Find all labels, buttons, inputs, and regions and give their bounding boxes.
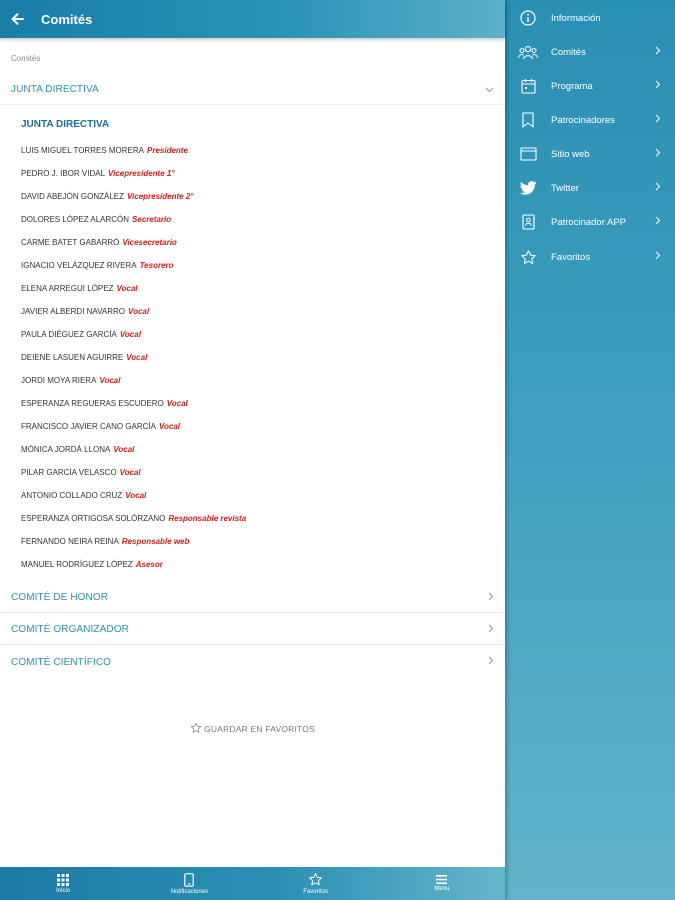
list-item <box>21 214 171 226</box>
drawer-item-label: Favoritos <box>551 251 591 263</box>
member-name: JORDI MOYA RIERA <box>21 376 97 385</box>
drawer-item-label: Comités <box>551 46 586 58</box>
list-item <box>21 398 188 410</box>
member-name: DAVID ABEJÓN GONZÁLEZ <box>21 192 124 201</box>
nav-notificaciones[interactable] <box>126 867 252 900</box>
drawer-item-label: Twitter <box>551 182 579 194</box>
member-role: Vicesecretario <box>122 238 177 247</box>
list-item <box>21 168 175 180</box>
list-item <box>21 260 174 272</box>
drawer-item-sitio-web[interactable] <box>505 137 675 171</box>
list-item <box>21 536 189 548</box>
badge-icon <box>505 214 551 230</box>
member-role: Vocal <box>116 284 138 293</box>
star-icon <box>308 872 323 887</box>
list-item <box>21 237 177 249</box>
star-outline-icon <box>190 722 202 737</box>
list-item <box>21 283 138 295</box>
nav-inicio[interactable] <box>0 867 126 900</box>
member-role: Secretario <box>132 215 172 224</box>
member-name: ESPERANZA ORTIGOSA SOLÓRZANO <box>21 514 166 523</box>
drawer-item-programa[interactable] <box>505 69 675 103</box>
chevron-right-icon <box>655 80 675 92</box>
member-role: Vocal <box>128 307 150 316</box>
drawer-item-label: Información <box>551 12 601 24</box>
member-role: Vicepresidente 1° <box>108 169 175 178</box>
chevron-right-icon <box>655 114 675 126</box>
drawer-item-patrocinador-app[interactable] <box>505 205 675 239</box>
member-name: PEDRO J. IBOR VIDAL <box>21 169 106 178</box>
member-role: Responsable revista <box>168 514 247 523</box>
browser-window-icon <box>505 147 551 161</box>
nav-label: Inicio <box>56 887 71 894</box>
nav-menu[interactable] <box>379 867 505 900</box>
drawer-item-label: Programa <box>551 80 593 92</box>
side-drawer <box>505 0 675 900</box>
section-label: COMITÉ ORGANIZADOR <box>11 624 129 635</box>
drawer-item-label: Patrocinador APP <box>551 216 626 228</box>
calendar-icon <box>505 78 551 94</box>
list-item <box>21 421 180 433</box>
list-item <box>21 375 120 387</box>
drawer-item-favoritos[interactable] <box>505 240 675 274</box>
star-icon <box>505 249 551 266</box>
member-name: MANUEL RODRÍGUEZ LÓPEZ <box>21 560 133 569</box>
member-name: ANTONIO COLLADO CRUZ <box>21 491 123 500</box>
back-button[interactable] <box>0 0 34 38</box>
member-name: DEIENE LASUEN AGUIRRE <box>21 353 124 362</box>
member-name: PILAR GARCÍA VELASCO <box>21 468 117 477</box>
member-name: MÓNICA JORDÁ LLONA <box>21 445 111 454</box>
member-role: Vocal <box>99 376 121 385</box>
list-item <box>21 191 193 203</box>
chevron-right-icon <box>488 624 494 636</box>
bookmark-icon <box>505 112 551 128</box>
chevron-right-icon <box>655 251 675 263</box>
bottom-navigation <box>0 867 505 900</box>
member-role: Vicepresidente 2° <box>126 192 194 201</box>
grid-icon <box>57 874 69 886</box>
breadcrumb: Comités <box>11 54 41 63</box>
drawer-item-label: Sitio web <box>551 148 590 160</box>
member-name: JAVIER ALBERDI NAVARRO <box>21 307 126 316</box>
app-bar <box>0 0 505 38</box>
drawer-item-label: Patrocinadores <box>551 114 615 126</box>
drawer-item-comites[interactable] <box>505 35 675 69</box>
list-item <box>21 329 141 341</box>
nav-label: Notificaciones <box>170 888 209 895</box>
list-item <box>21 467 141 479</box>
section-comite-cientifico[interactable] <box>0 647 505 677</box>
section-label: COMITÉ CIENTÍFICO <box>11 656 112 668</box>
nav-label: Menu <box>434 886 450 892</box>
chevron-right-icon <box>488 592 494 604</box>
drawer-item-patrocinadores[interactable] <box>505 103 675 137</box>
section-label: JUNTA DIRECTIVA <box>11 84 99 95</box>
member-name: ESPERANZA REGUERAS ESCUDERO <box>21 399 164 408</box>
member-name: CARME BATET GABARRÓ <box>21 238 120 247</box>
member-role: Asesor <box>135 560 163 569</box>
drawer-item-informacion[interactable] <box>505 1 675 35</box>
chevron-right-icon <box>488 656 494 668</box>
tablet-icon <box>184 873 194 887</box>
member-role: Vocal <box>119 468 141 477</box>
drawer-item-twitter[interactable] <box>505 171 675 205</box>
list-item <box>21 444 134 456</box>
chevron-right-icon <box>655 46 675 58</box>
list-item <box>21 559 163 571</box>
nav-label: Favoritos <box>303 889 328 895</box>
list-item <box>21 352 147 364</box>
member-role: Vocal <box>126 353 148 362</box>
section-comite-organizador[interactable] <box>0 615 505 645</box>
info-icon <box>505 10 551 26</box>
chevron-right-icon <box>655 182 675 194</box>
list-item <box>21 513 246 525</box>
member-name: DOLORES LÓPEZ ALARCÓN <box>21 215 130 224</box>
nav-favoritos[interactable] <box>253 867 379 900</box>
member-role: Presidente <box>147 146 188 155</box>
chevron-right-icon <box>655 216 675 228</box>
member-role: Tesorero <box>139 261 174 270</box>
chevron-right-icon <box>655 148 675 160</box>
hamburger-icon <box>436 875 447 884</box>
member-role: Vocal <box>158 422 181 431</box>
member-name: IGNACIO VELÁZQUEZ RIVERA <box>21 261 137 270</box>
member-role: Vocal <box>125 491 147 500</box>
section-junta-directiva[interactable] <box>0 75 505 105</box>
chevron-down-icon <box>485 84 494 96</box>
member-role: Vocal <box>166 399 188 408</box>
section-label: COMITÉ DE HONOR <box>11 592 109 603</box>
list-item <box>21 145 188 157</box>
list-item <box>21 490 146 502</box>
member-role: Vocal <box>119 330 141 339</box>
list-item <box>21 306 149 318</box>
member-name: PAULA DIÉGUEZ GARCÍA <box>21 330 117 339</box>
people-icon <box>505 45 551 60</box>
member-name: LUIS MIGUEL TORRES MORERA <box>21 146 144 155</box>
save-favorites-button[interactable] <box>0 721 505 737</box>
member-name: FRANCISCO JAVIER CANO GARCÍA <box>21 422 156 431</box>
save-favorites-label: GUARDAR EN FAVORITOS <box>204 724 315 734</box>
section-comite-honor[interactable] <box>0 583 505 613</box>
twitter-bird-icon <box>505 181 551 195</box>
junta-subtitle: JUNTA DIRECTIVA <box>21 119 110 130</box>
member-name: FERNANDO NEIRA REINA <box>21 537 119 546</box>
member-name: ELENA ARREGUI LÓPEZ <box>21 284 114 293</box>
member-role: Responsable web <box>121 537 190 546</box>
member-role: Vocal <box>113 445 135 454</box>
arrow-left-icon <box>11 13 24 25</box>
page-title: Comités <box>41 11 93 27</box>
